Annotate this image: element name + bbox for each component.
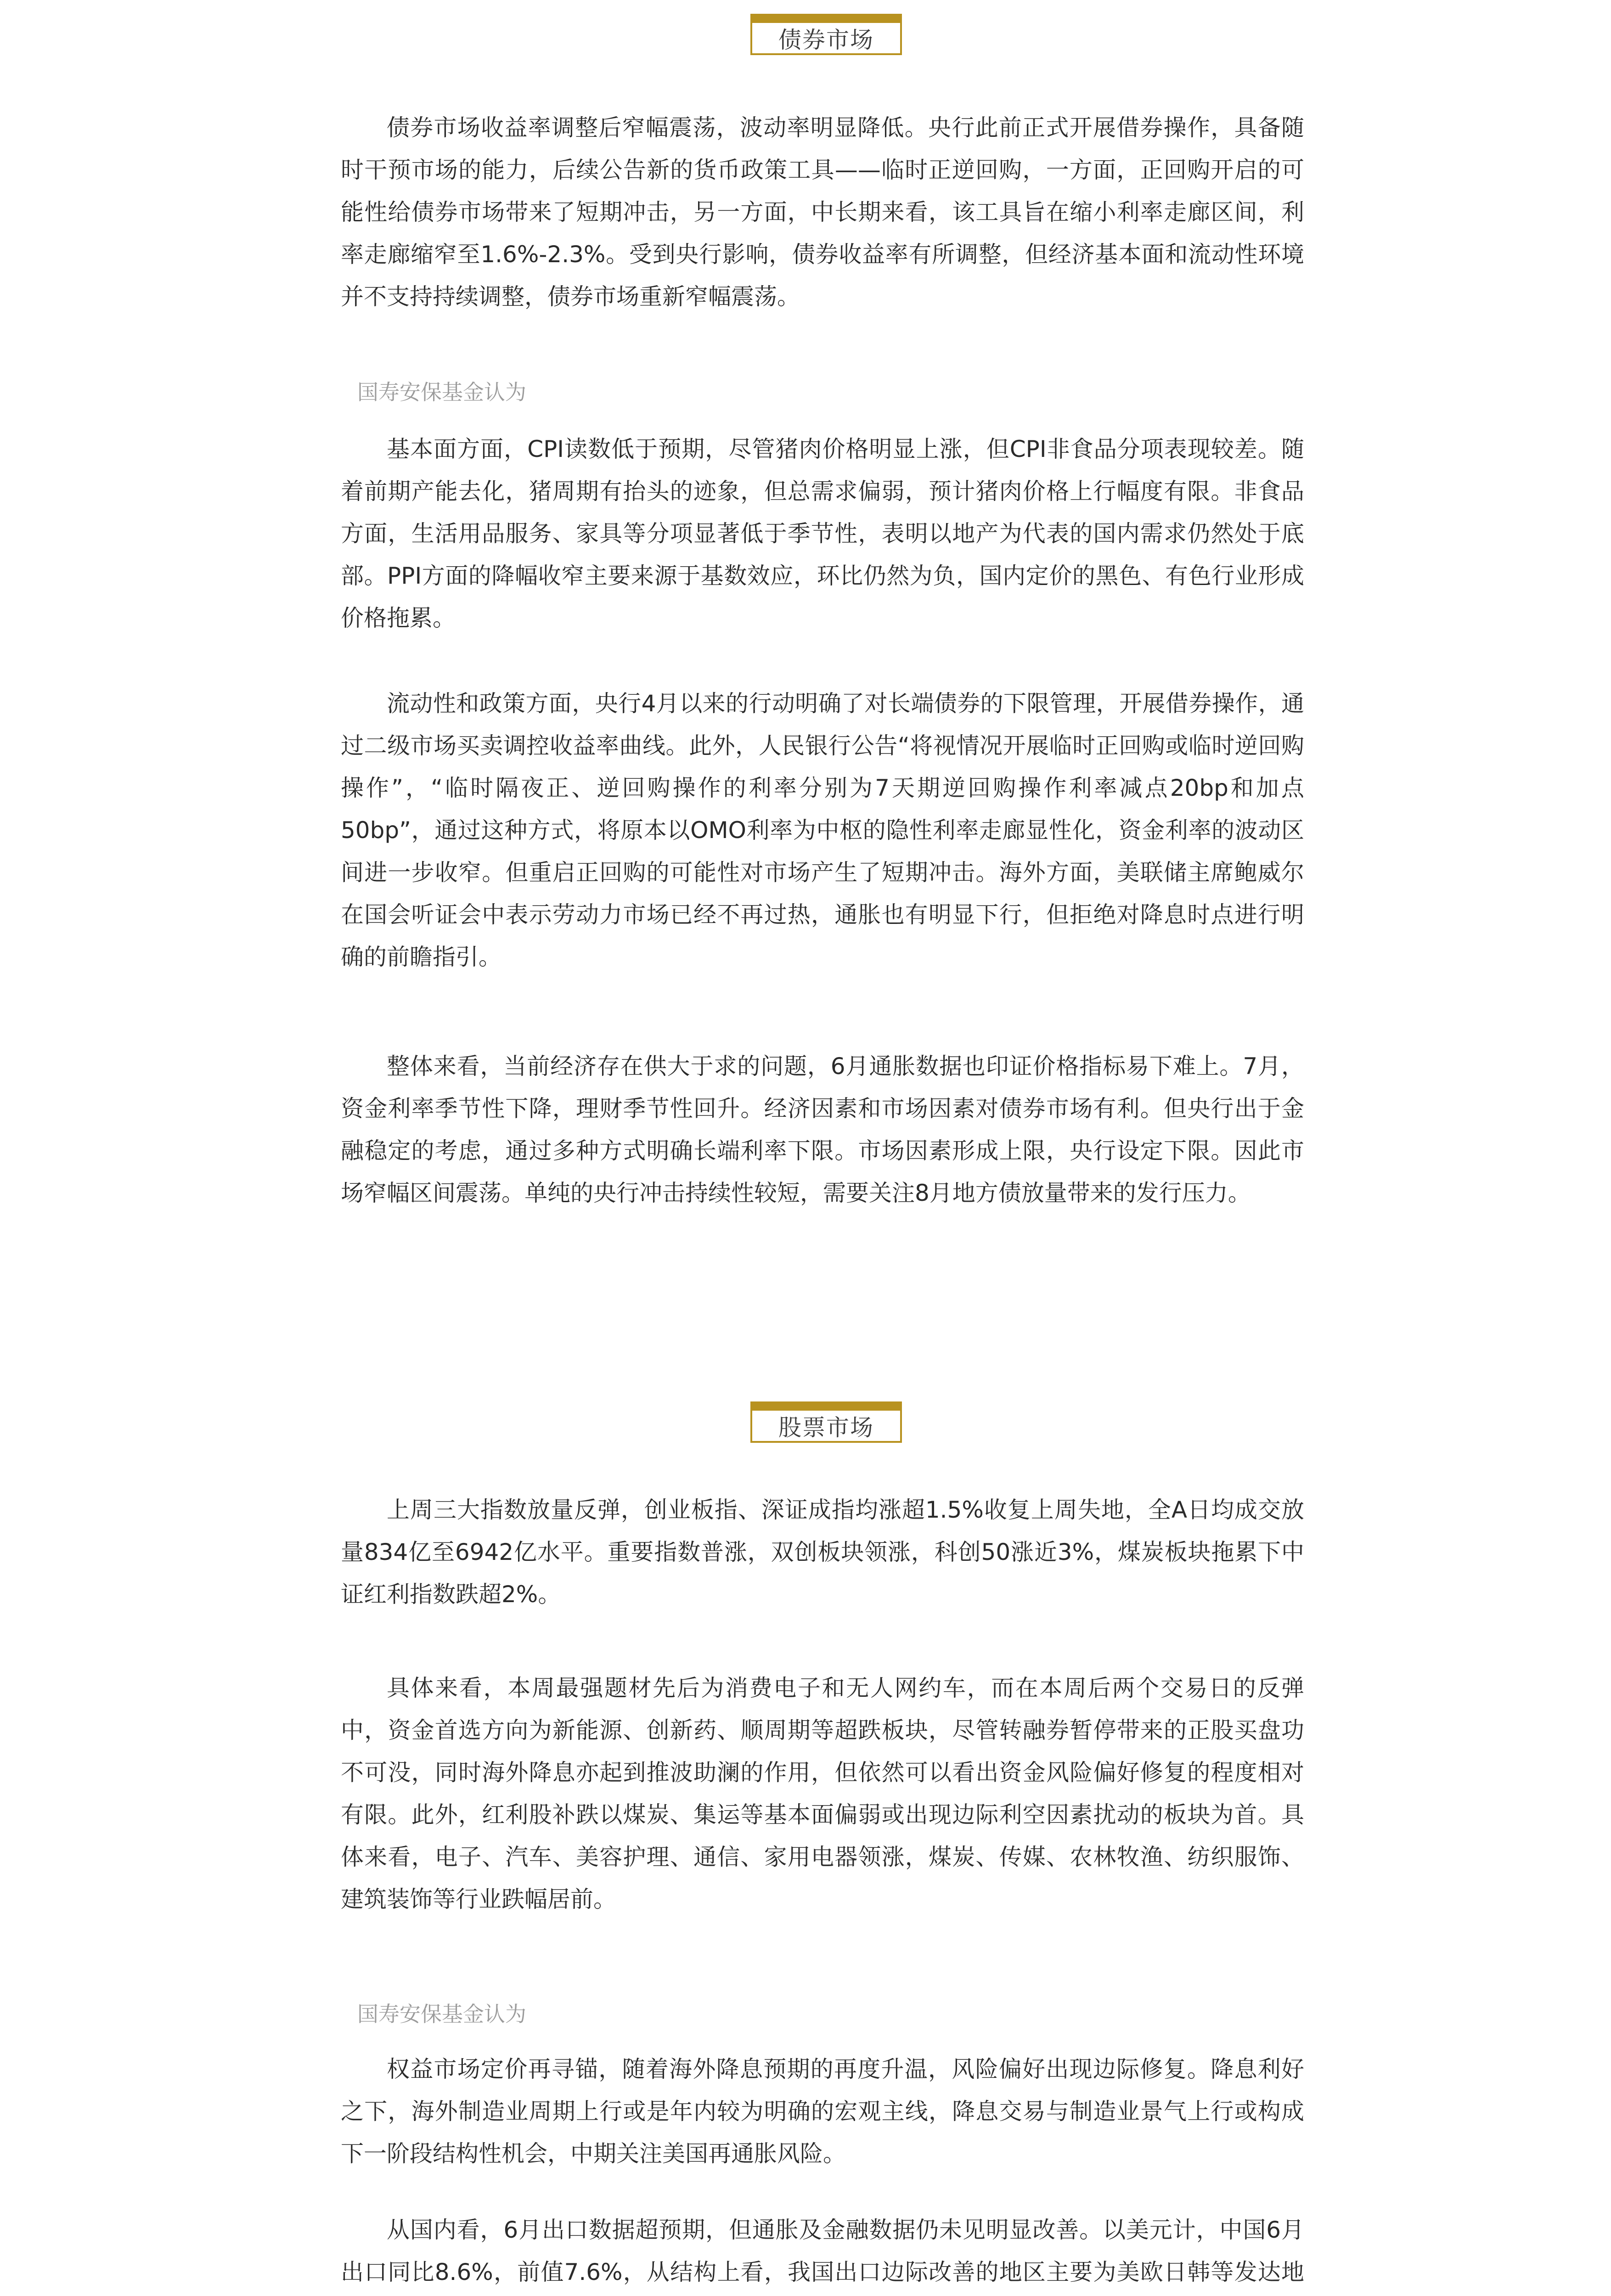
stock-detail-paragraph: 具体来看，本周最强题材先后为消费电子和无人网约车，而在本周后两个交易日的反弹中，资金首选方向为新能源、创新药、顺周期等超跌板块，尽管转融券暂停带来的正股买盘功不可没，同时海外降息亦起到推波助澜的作用，但依然可以看出资金风险偏好修复的程度相对有限。此外，红利股补跌以煤炭、集运等基本面偏弱或出现边际利空因素扰动的板块为首。具体来看，电子、汽车、美容护理、通信、家用电器领涨，煤炭、传媒、农林牧渔、纺织服饰、建筑装饰等行业跌幅居前。 (341, 1675, 1304, 1913)
bond-fundamentals-paragraph: 基本面方面，CPI读数低于预期，尽管猪肉价格明显上涨，但CPI非食品分项表现较差。随着前期产能去化，猪周期有抬头的迹象，但总需求偏弱，预计猪肉价格上行幅度有限。非食品方面，生活用品服务、家具等分项显著低于季节性，表明以地产为代表的国内需求仍然处于底部。PPI方面的降幅收窄主要来源于基数效应，环比仍然为负，国内定价的黑色、有色行业形成价格拖累。 (341, 436, 1304, 631)
bond-market-title: 债券市场 (750, 23, 902, 55)
stock-intro-paragraph: 上周三大指数放量反弹，创业板指、深证成指均涨超1.5%收复上周失地，全A日均成交放量834亿至6942亿水平。重要指数普涨，双创板块领涨，科创50涨近3%，煤炭板块拖累下中证红利指数跌超2%。 (341, 1497, 1304, 1608)
stock-market-title: 股票市场 (750, 1411, 902, 1443)
stock-pricing-paragraph: 权益市场定价再寻锚，随着海外降息预期的再度升温，风险偏好出现边际修复。降息利好之下，海外制造业周期上行或是年内较为明确的宏观主线，降息交易与制造业景气上行或构成下一阶段结构性机会，中期关注美国再通胀风险。 (341, 2056, 1304, 2167)
stock-market-tag (750, 1401, 902, 1443)
bond-summary-paragraph: 整体来看，当前经济存在供大于求的问题，6月通胀数据也印证价格指标易下难上。7月，资金利率季节性下降，理财季节性回升。经济因素和市场因素对债券市场有利。但央行出于金融稳定的考虑，通过多种方式明确长端利率下限。市场因素形成上限，央行设定下限。因此市场窄幅区间震荡。单纯的央行冲击持续性较短，需要关注8月地方债放量带来的发行压力。 (341, 1053, 1304, 1206)
bond-market-tag (750, 14, 902, 55)
bond-opinion-label: 国寿安保基金认为 (357, 380, 526, 405)
bond-intro-paragraph: 债券市场收益率调整后窄幅震荡，波动率明显降低。央行此前正式开展借券操作，具备随时干预市场的能力，后续公告新的货币政策工具——临时正逆回购，一方面，正回购开启的可能性给债券市场带来了短期冲击，另一方面，中长期来看，该工具旨在缩小利率走廊区间，利率走廊缩窄至1.6%-2.3%。受到央行影响，债券收益率有所调整，但经济基本面和流动性环境并不支持持续调整，债券市场重新窄幅震荡。 (341, 114, 1304, 310)
stock-opinion-label: 国寿安保基金认为 (357, 2002, 526, 2026)
stock-domestic-paragraph: 从国内看，6月出口数据超预期，但通胀及金融数据仍未见明显改善。以美元计，中国6月出口同比8.6%，前值7.6%，从结构上看，我国出口边际改善的地区主要为美欧日韩等发达地 (341, 2217, 1304, 2285)
bond-liquidity-paragraph: 流动性和政策方面，央行4月以来的行动明确了对长端债券的下限管理，开展借券操作，通过二级市场买卖调控收益率曲线。此外，人民银行公告“将视情况开展临时正回购或临时逆回购操作”，“临时隔夜正、逆回购操作的利率分别为7天期逆回购操作利率减点20bp和加点50bp”，通过这种方式，将原本以OMO利率为中枢的隐性利率走廊显性化，资金利率的波动区间进一步收窄。但重启正回购的可能性对市场产生了短期冲击。海外方面，美联储主席鲍威尔在国会听证会中表示劳动力市场已经不再过热，通胀也有明显下行，但拒绝对降息时点进行明确的前瞻指引。 (341, 690, 1304, 970)
